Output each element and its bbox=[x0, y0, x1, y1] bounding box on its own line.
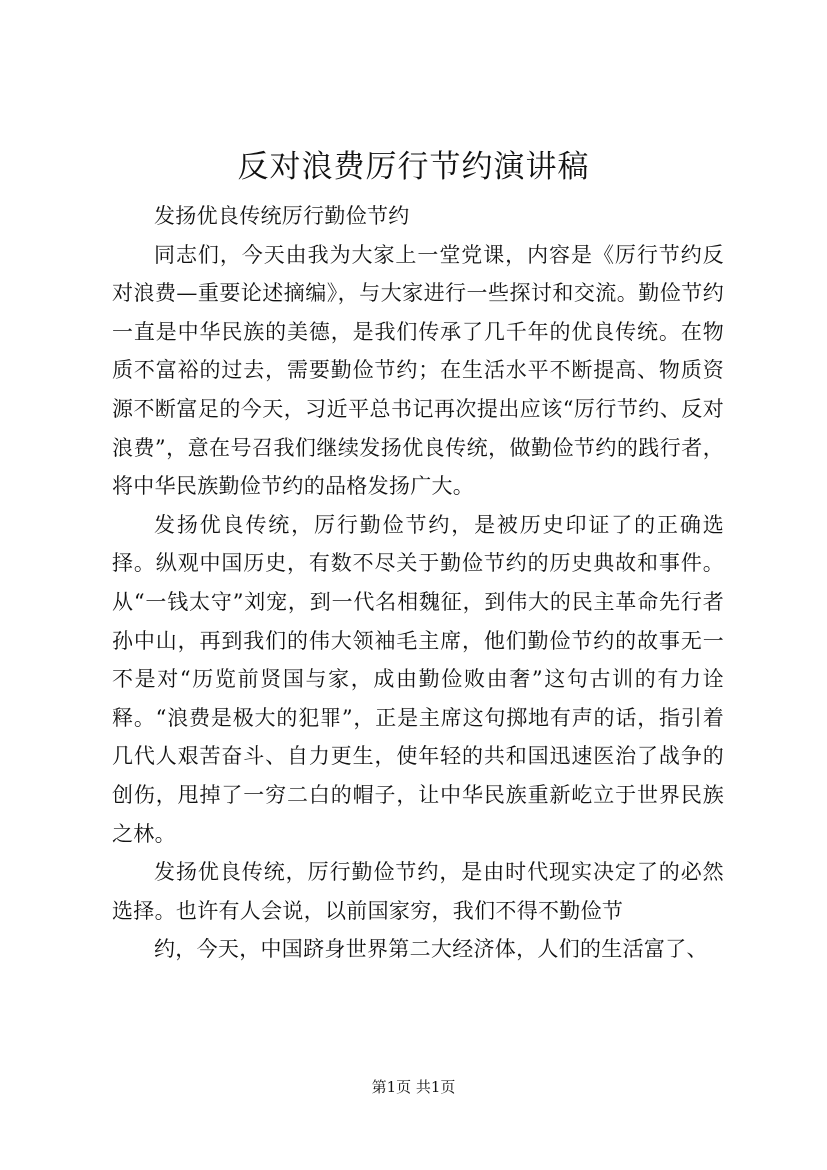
document-body bbox=[112, 197, 724, 969]
paragraph-1: 同志们，今天由我为大家上一堂党课，内容是《厉行节约反对浪费—重要论述摘编》，与大家进行一些探讨和交流。勤俭节约一直是中华民族的美德，是我们传承了几千年的优良传统。在物质不富裕的过去，需要勤俭节约；在生活水平不断提高、物质资源不断富足的今天，习近平总书记再次提出应该“厉行节约、反对浪费”，意在号召我们继续发扬优良传统，做勤俭节约的践行者，将中华民族勤俭节约的品格发扬广大。 bbox=[112, 242, 724, 499]
paragraph-4: 约，今天，中国跻身世界第二大经济体，人们的生活富了、 bbox=[154, 937, 708, 962]
page-footer: 第1页 共1页 bbox=[371, 1078, 456, 1096]
paragraph-3: 发扬优良传统，厉行勤俭节约，是由时代现实决定了的必然选择。也许有人会说，以前国家穷，我们不得不勤俭节 bbox=[112, 860, 724, 923]
subtitle-paragraph: 发扬优良传统厉行勤俭节约 bbox=[154, 204, 410, 228]
paragraph-2: 发扬优良传统，厉行勤俭节约，是被历史印证了的正确选择。纵观中国历史，有数不尽关于勤俭节约的历史典故和事件。从“一钱太守”刘宠，到一代名相魏征，到伟大的民主革命先行者孙中山，再到我们的伟大领袖毛主席，他们勤俭节约的故事无一不是对“历览前贤国与家，成由勤俭败由奢”这句古训的有力诠释。“浪费是极大的犯罪”，正是主席这句掷地有声的话，指引着几代人艰苦奋斗、自力更生，使年轻的共和国迅速医治了战争的创伤，甩掉了一穷二白的帽子，让中华民族重新屹立于世界民族之林。 bbox=[112, 512, 724, 846]
document-title: 反对浪费厉行节约演讲稿 bbox=[237, 149, 590, 185]
